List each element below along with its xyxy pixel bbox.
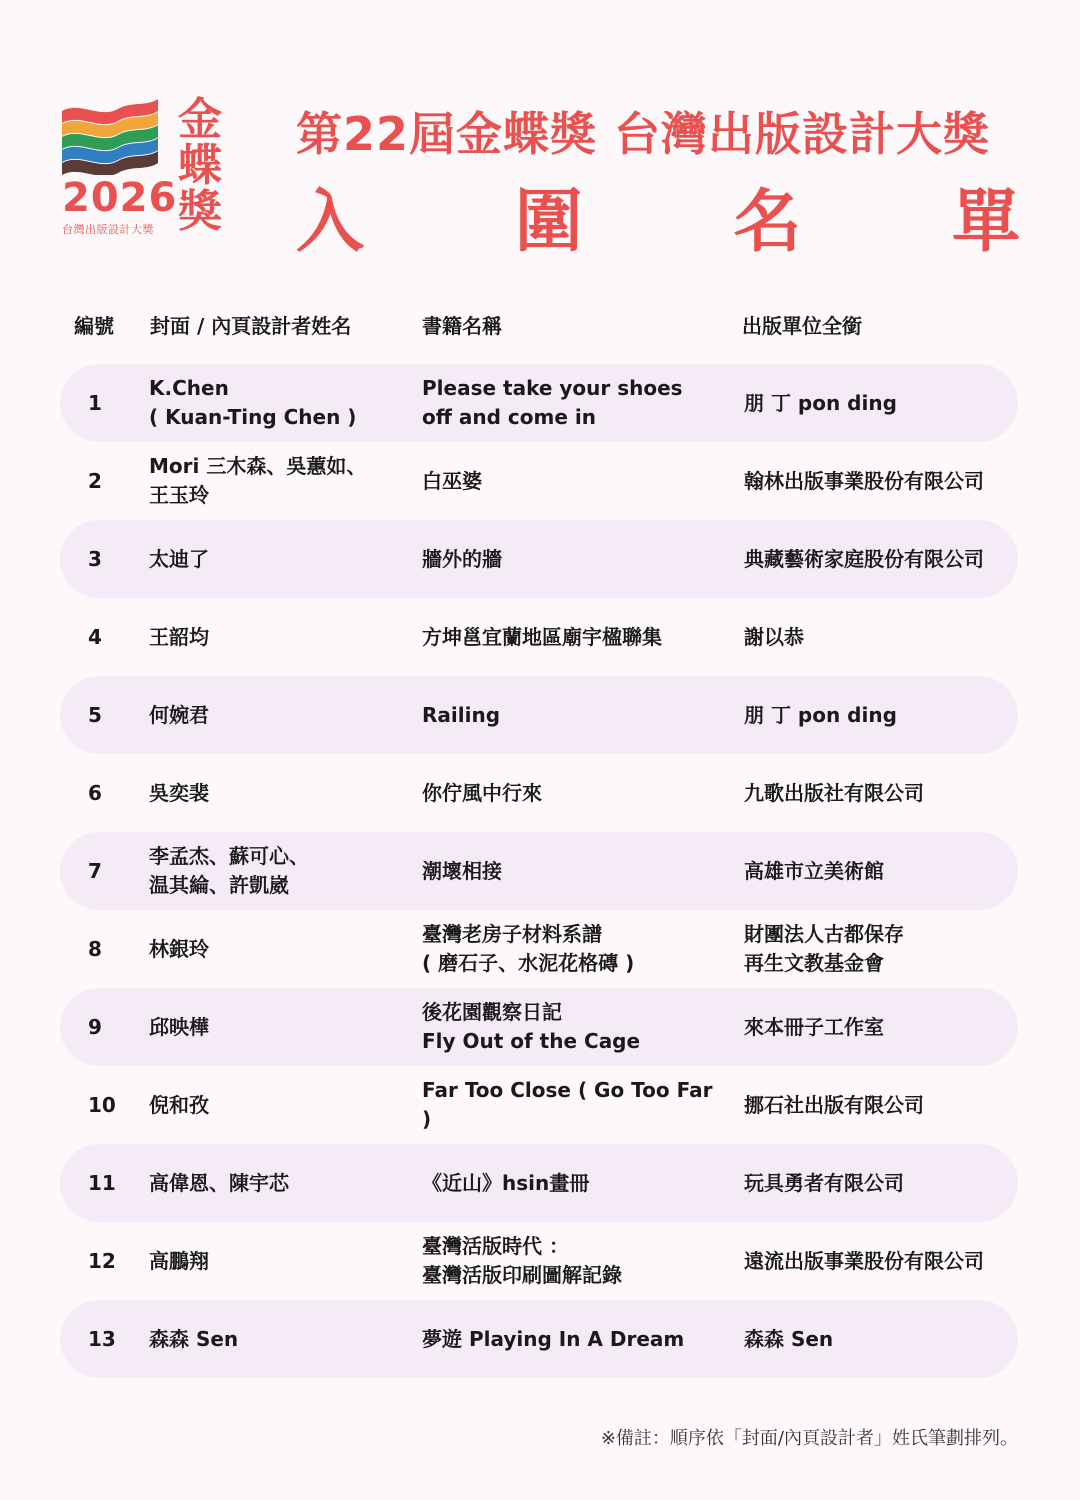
row-number: 2 xyxy=(88,468,102,493)
table-row xyxy=(60,520,1018,598)
row-designer: 森森 Sen xyxy=(149,1326,239,1351)
row-book-title: 潮壞相接 xyxy=(422,858,502,883)
row-number: 10 xyxy=(88,1092,116,1117)
logo-char: 金 xyxy=(178,94,222,145)
row-publisher: 謝以恭 xyxy=(744,624,804,649)
row-designer: 邱映樺 xyxy=(149,1014,209,1039)
logo-char: 獎 xyxy=(178,186,222,237)
logo-year: 2026 xyxy=(62,175,178,221)
row-number: 12 xyxy=(88,1248,116,1273)
row-publisher: 財團法人古都保存 再生文教基金會 xyxy=(744,922,904,975)
table-row xyxy=(60,910,1018,988)
row-book-title: 臺灣活版時代 ： 臺灣活版印刷圖解記錄 xyxy=(422,1234,622,1287)
row-book-title: Railing xyxy=(422,702,501,727)
table-row xyxy=(60,1222,1018,1300)
row-number: 5 xyxy=(88,702,102,727)
table-header xyxy=(60,306,1018,340)
row-number: 9 xyxy=(88,1014,102,1039)
row-designer: 何婉君 xyxy=(149,702,209,727)
row-publisher: 來本冊子工作室 xyxy=(744,1014,884,1039)
nominee-table xyxy=(60,364,1018,1378)
row-book-title: 白巫婆 xyxy=(422,468,482,493)
row-designer: 高鵬翔 xyxy=(149,1248,209,1273)
logo-char: 蝶 xyxy=(178,140,222,191)
subtitle-char: 單 xyxy=(951,183,1020,262)
row-book-title: 你佇風中行來 xyxy=(422,780,542,805)
row-book-title: 夢遊 Playing In A Dream xyxy=(422,1326,685,1351)
table-row xyxy=(60,598,1018,676)
table-row xyxy=(60,676,1018,754)
table-row xyxy=(60,754,1018,832)
row-publisher: 玩具勇者有限公司 xyxy=(744,1170,904,1195)
page-title: 第22屆金蝶獎 台灣出版設計大獎 xyxy=(296,107,991,161)
footnote: ※備註：順序依「封面/內頁設計者」姓氏筆劃排列。 xyxy=(600,1428,1018,1449)
table-row xyxy=(60,442,1018,520)
row-designer: 林銀玲 xyxy=(149,936,209,961)
table-row xyxy=(60,988,1018,1066)
page-subtitle xyxy=(296,168,1020,265)
row-number: 13 xyxy=(88,1326,116,1351)
row-number: 6 xyxy=(88,780,102,805)
row-book-title: Far Too Close ( Go Too Far ) xyxy=(422,1078,713,1131)
header-number: 編號 xyxy=(74,314,114,338)
row-book-title: 《近山》hsin畫冊 xyxy=(422,1170,590,1195)
row-designer: 王韶均 xyxy=(149,624,209,649)
row-number: 3 xyxy=(88,546,102,571)
row-number: 4 xyxy=(88,624,102,649)
row-publisher: 朋 丁 pon ding xyxy=(744,390,897,415)
row-book-title: 方坤邕宜蘭地區廟宇楹聯集 xyxy=(422,624,662,649)
row-publisher: 高雄市立美術館 xyxy=(744,858,884,883)
row-designer: Mori 三木森、吳蕙如、 王玉玲 xyxy=(149,454,367,507)
logo-subtitle: 台灣出版設計大獎 xyxy=(62,223,154,236)
header-book: 書籍名稱 xyxy=(422,314,502,338)
row-designer: 吳奕裴 xyxy=(149,780,209,805)
row-publisher: 典藏藝術家庭股份有限公司 xyxy=(744,546,984,571)
row-number: 7 xyxy=(88,858,102,883)
award-logo xyxy=(60,95,230,240)
logo-vertical-text xyxy=(176,94,224,237)
row-book-title: 牆外的牆 xyxy=(422,546,502,571)
table-row xyxy=(60,364,1018,442)
header-designer: 封面 / 內頁設計者姓名 xyxy=(150,314,352,338)
row-book-title: Please take your shoes off and come in xyxy=(422,376,683,429)
row-number: 11 xyxy=(88,1170,116,1195)
row-designer: 太迪了 xyxy=(149,546,209,571)
row-publisher: 朋 丁 pon ding xyxy=(744,702,897,727)
row-publisher: 翰林出版事業股份有限公司 xyxy=(744,468,984,493)
table-row xyxy=(60,1144,1018,1222)
row-publisher: 遠流出版事業股份有限公司 xyxy=(744,1248,984,1273)
subtitle-char: 名 xyxy=(733,183,802,262)
table-row xyxy=(60,1066,1018,1144)
table-row xyxy=(60,832,1018,910)
butterfly-stripes-icon xyxy=(60,95,160,175)
row-number: 1 xyxy=(88,390,102,415)
table-row xyxy=(60,1300,1018,1378)
row-publisher: 森森 Sen xyxy=(744,1326,834,1351)
row-designer: K.Chen ( Kuan-Ting Chen ) xyxy=(149,376,357,429)
header-publisher: 出版單位全銜 xyxy=(742,314,862,338)
row-number: 8 xyxy=(88,936,102,961)
row-designer: 高偉恩、陳宇芯 xyxy=(149,1170,289,1195)
row-book-title: 後花園觀察日記 Fly Out of the Cage xyxy=(422,1000,641,1053)
row-designer: 倪和孜 xyxy=(149,1092,209,1117)
subtitle-char: 入 xyxy=(296,183,365,262)
row-publisher: 九歌出版社有限公司 xyxy=(744,780,924,805)
row-book-title: 臺灣老房子材料系譜 ( 磨石子、水泥花格磚 ) xyxy=(422,922,635,975)
row-designer: 李孟杰、蘇可心、 温其綸、許凱崴 xyxy=(149,844,309,897)
row-publisher: 挪石社出版有限公司 xyxy=(744,1092,924,1117)
subtitle-char: 圍 xyxy=(514,183,583,262)
